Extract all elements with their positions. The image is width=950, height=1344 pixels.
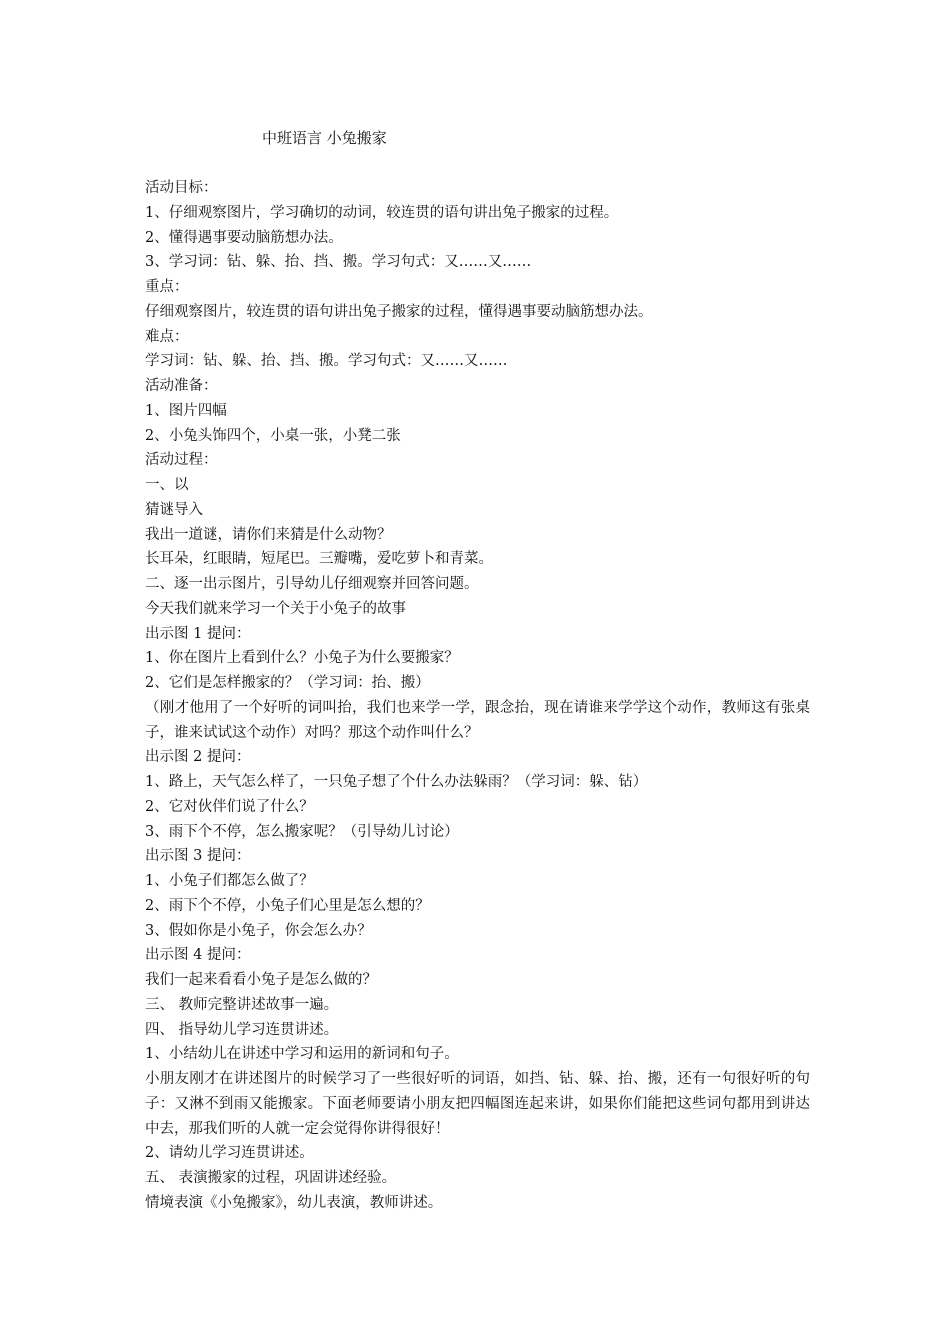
riddle-intro: 我出一道谜，请你们来猜是什么动物？ [145, 526, 392, 543]
performance-text: 情境表演《小兔搬家》，幼儿表演，教师讲述。 [145, 1194, 443, 1211]
picture-1-heading: 出示图 1 提问： [145, 625, 251, 642]
section-heading-difficulties: 难点： [145, 328, 189, 345]
section-heading-process: 活动过程： [145, 452, 218, 469]
section-heading-preparation: 活动准备： [145, 378, 218, 394]
process-step-2: 二、逐一出示图片，引导幼儿仔细观察并回答问题。 [145, 576, 479, 592]
picture-1-note: （刚才他用了一个好听的词叫抬，我们也来学一学，跟念抬，现在请谁来学学这个动作，教师这有张桌子，谁来试试这个动作）对吗？那这个动作叫什么？ [145, 699, 810, 741]
process-step-1: 一、以 [145, 477, 189, 493]
preparation-item-2: 2、小兔头饰四个，小桌一张，小凳二张 [145, 427, 401, 444]
picture-2-question-2: 2、它对伙伴们说了什么？ [145, 798, 314, 815]
difficulties-text: 学习词：钻、躲、抬、挡、搬。学习句式：又……又…… [145, 353, 508, 370]
story-intro: 今天我们就来学习一个关于小兔子的故事 [145, 600, 406, 617]
process-step-4: 四、 指导幼儿学习连贯讲述。 [145, 1021, 339, 1038]
process-step-3: 三、 教师完整讲述故事一遍。 [145, 996, 339, 1013]
riddle-text: 长耳朵，红眼睛，短尾巴。三瓣嘴，爱吃萝卜和青菜。 [145, 551, 493, 568]
picture-1-question-2: 2、它们是怎样搬家的？（学习词：抬、搬） [145, 675, 430, 691]
step-4-item-2: 2、请幼儿学习连贯讲述。 [145, 1145, 314, 1162]
document-body [145, 176, 810, 1216]
step-4-paragraph: 小朋友刚才在讲述图片的时候学习了一些很好听的词语，如挡、钻、躲、抬、搬，还有一句很好听的句子：又淋不到雨又能搬家。下面老师要请小朋友把四幅图连起来讲，如果你们能把这些词句都用到讲达中去，那我们听的人就一定会觉得你讲得很好！ [145, 1071, 810, 1137]
picture-2-heading: 出示图 2 提问： [145, 749, 251, 766]
picture-3-question-2: 2、雨下个不停，小兔子们心里是怎么想的？ [145, 897, 430, 914]
process-step-1-title: 猜谜导入 [145, 501, 203, 518]
picture-4-heading: 出示图 4 提问： [145, 947, 251, 964]
goal-item-2: 2、懂得遇事要动脑筋想办法。 [145, 229, 343, 246]
preparation-item-1: 1、图片四幅 [145, 402, 227, 419]
step-4-item-1: 1、小结幼儿在讲述中学习和运用的新词和句子。 [145, 1046, 459, 1063]
picture-3-question-1: 1、小兔子们都怎么做了？ [145, 873, 314, 889]
picture-2-question-3: 3、雨下个不停，怎么搬家呢？（引导幼儿讨论） [145, 823, 459, 840]
picture-2-question-1: 1、路上，天气怎么样了，一只兔子想了个什么办法躲雨？（学习词：躲、钻） [145, 774, 648, 790]
section-heading-key-points: 重点： [145, 279, 189, 295]
picture-1-question-1: 1、你在图片上看到什么？小兔子为什么要搬家？ [145, 650, 459, 667]
key-points-text: 仔细观察图片，较连贯的语句讲出兔子搬家的过程，懂得遇事要动脑筋想办法。 [145, 303, 653, 320]
goal-item-1: 1、仔细观察图片，学习确切的动词，较连贯的语句讲出兔子搬家的过程。 [145, 204, 619, 221]
picture-3-heading: 出示图 3 提问： [145, 848, 251, 865]
document-title: 中班语言 小兔搬家 [262, 129, 387, 147]
goal-item-3: 3、学习词：钻、躲、抬、挡、搬。学习句式：又……又…… [145, 254, 532, 271]
section-heading-goals: 活动目标： [145, 180, 218, 196]
picture-3-question-3: 3、假如你是小兔子，你会怎么办？ [145, 922, 372, 939]
process-step-5: 五、 表演搬家的过程，巩固讲述经验。 [145, 1170, 397, 1186]
picture-4-question-1: 我们一起来看看小兔子是怎么做的？ [145, 972, 377, 988]
